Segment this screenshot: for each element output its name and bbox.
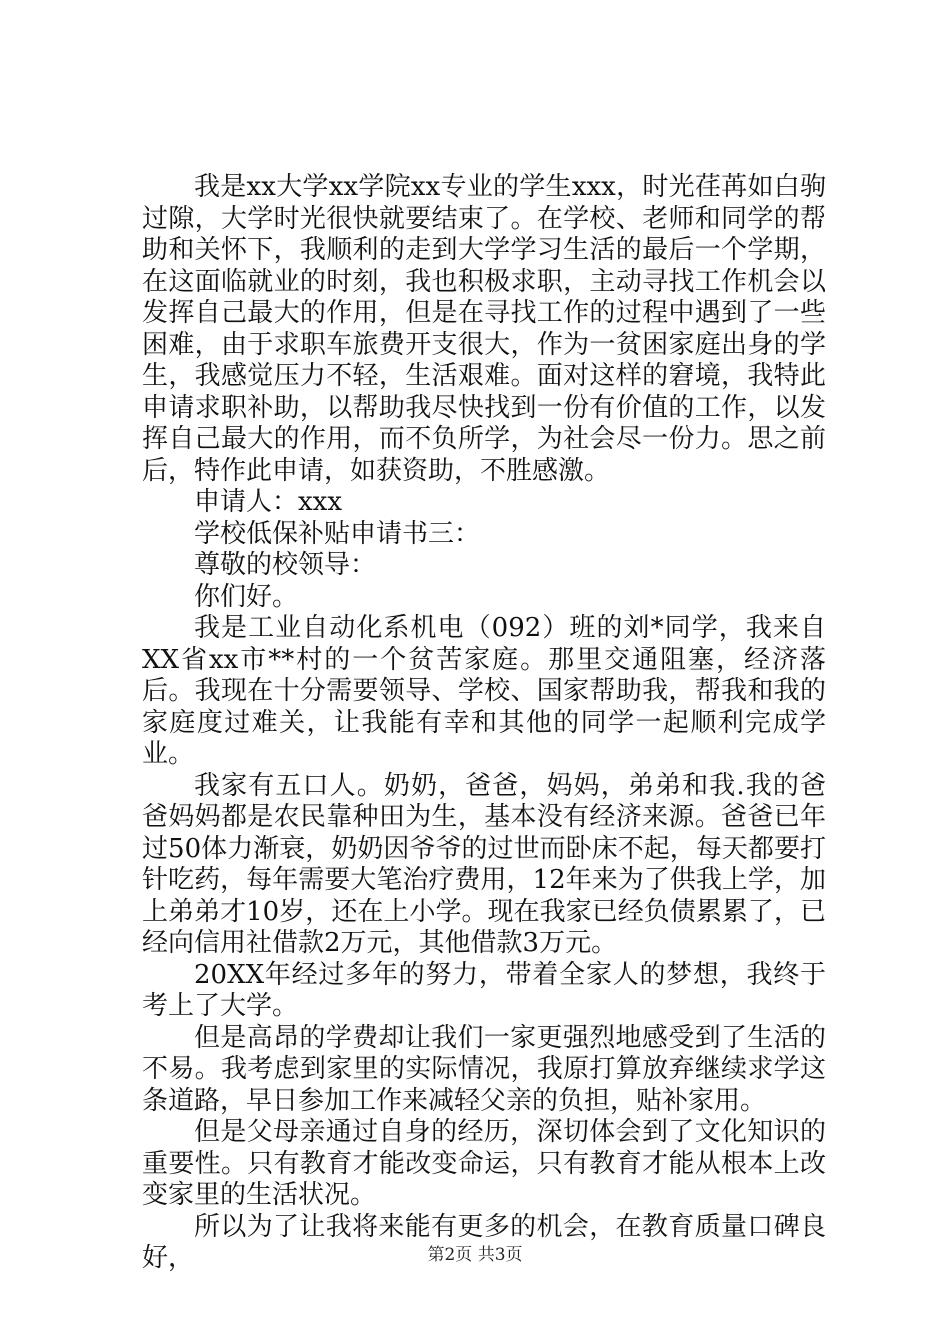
paragraph-background: 我是工业自动化系机电（092）班的刘*同学，我来自XX省xx市**村的一个贫苦家庭。那里交通阻塞，经济落后。我现在十分需要领导、学校、国家帮助我，帮我和我的家庭度过难关，让我能有幸和其他的同学一起顺利完成学业。 <box>142 613 826 769</box>
page-footer: 第2页 共3页 <box>427 1245 523 1265</box>
paragraph-family: 我家有五口人。奶奶，爸爸，妈妈，弟弟和我.我的爸爸妈妈都是农民靠种田为生，基本没有经济来源。爸爸已年过50体力渐衰，奶奶因爷爷的过世而卧床不起，每天都要打针吃药，每年需要大笔治疗费用，12年来为了供我上学，加上弟弟才10岁，还在上小学。现在我家已经负债累累了，已经向信用社借款2万元，其他借款3万元。 <box>142 770 826 958</box>
paragraph-greeting: 你们好。 <box>194 581 299 612</box>
document-body <box>142 172 826 1275</box>
paragraph-salutation: 尊敬的校领导： <box>194 550 377 580</box>
paragraph-university: 20XX年经过多年的努力，带着全家人的梦想，我终于考上了大学。 <box>142 959 826 1021</box>
paragraph-continuation: 所以为了让我将来能有更多的机会，在教育质量口碑良好， <box>142 1211 826 1273</box>
paragraph-section-title: 学校低保补贴申请书三： <box>194 518 481 549</box>
paragraph-tuition: 但是高昂的学费却让我们一家更强烈地感受到了生活的不易。我考虑到家里的实际情况，我原打算放弃继续求学这条道路，早日参加工作来减轻父亲的负担，贴补家用。 <box>142 1022 826 1116</box>
paragraph-parents: 但是父母亲通过自身的经历，深切体会到了文化知识的重要性。只有教育才能改变命运，只有教育才能从根本上改变家里的生活状况。 <box>142 1117 826 1210</box>
paragraph-applicant: 申请人：xxx <box>194 487 342 517</box>
paragraph-intro: 我是xx大学xx学院xx专业的学生xxx，时光荏苒如白驹过隙，大学时光很快就要结束了。在学校、老师和同学的帮助和关怀下，我顺利的走到大学学习生活的最后一个学期，在这面临就业的时刻，我也积极求职，主动寻找工作机会以发挥自己最大的作用，但是在寻找工作的过程中遇到了一些困难，由于求职车旅费开支很大，作为一贫困家庭出身的学生，我感觉压力不轻，生活艰难。面对这样的窘境，我特此申请求职补助，以帮助我尽快找到一份有价值的工作，以发挥自己最大的作用，而不负所学，为社会尽一份力。思之前后，特作此申请，如获资助，不胜感激。 <box>142 172 826 486</box>
